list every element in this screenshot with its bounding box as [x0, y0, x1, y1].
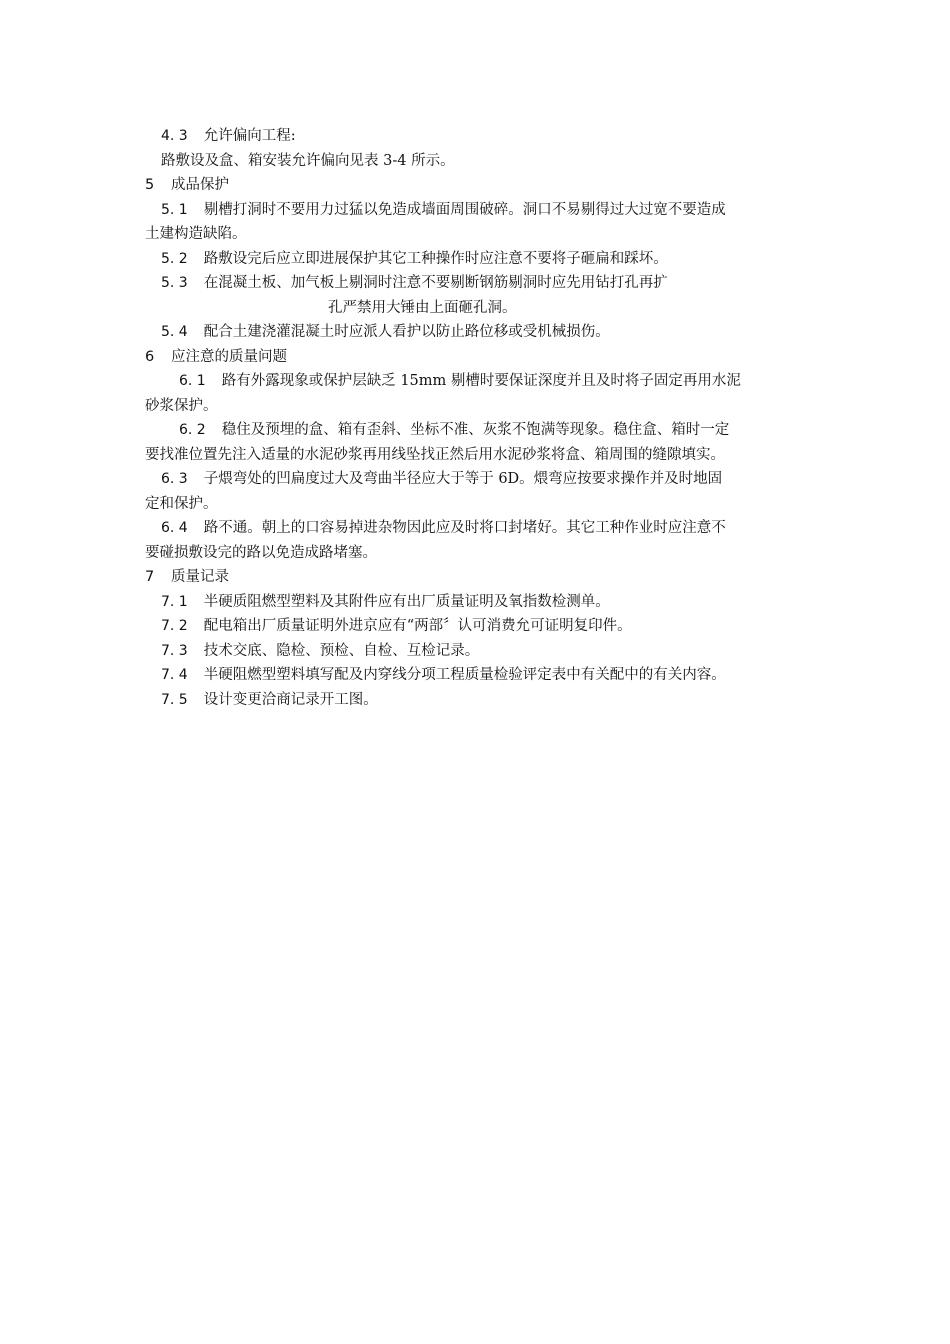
- section-text: 设计变更洽商记录开工图。: [203, 691, 378, 708]
- section-text: 剔槽打洞时不要用力过猛以免造成墙面周围破碎。洞口不易剔得过大过宽不要造成: [203, 201, 726, 218]
- section-continuation: 土建构造缺陷。: [145, 226, 247, 242]
- section-number: 7. 1: [161, 593, 188, 610]
- section-text: 配电箱出厂质量证明外进京应有“两部〞认可消费允可证明复印件。: [203, 618, 632, 634]
- section-text: 路有外露现象或保护层缺乏 15mm 剔槽时要保证深度并且及时将子固定再用水泥: [221, 373, 741, 389]
- heading-text: 应注意的质量问题: [171, 348, 287, 365]
- heading-text: 质量记录: [171, 569, 229, 585]
- section-continuation: 砂浆保护。: [145, 397, 218, 414]
- section-5-4: [145, 320, 809, 345]
- section-number: 7. 5: [161, 691, 188, 708]
- section-7-5: [145, 688, 809, 713]
- heading-number: 5: [145, 177, 155, 193]
- section-number: 4. 3: [161, 128, 188, 144]
- section-text: 在混凝土板、加气板上剔洞时注意不要剔断钢筋剔洞时应先用钻打孔再扩: [203, 275, 668, 291]
- section-text: 技术交底、隐检、预检、自检、互检记录。: [203, 642, 480, 659]
- document-page: [145, 124, 809, 712]
- heading-5: [145, 173, 809, 198]
- section-text: 路不通。朝上的口容易掉进杂物因此应及时将口封堵好。其它工种作业时应注意不: [203, 520, 726, 536]
- heading-7: [145, 565, 809, 590]
- section-6-1: [145, 369, 809, 418]
- section-4-3: [145, 124, 809, 149]
- section-text: 配合土建浇灌混凝土时应派人看护以防止路位移或受机械损伤。: [203, 324, 610, 340]
- section-continuation: 要碰损敷设完的路以免造成路堵塞。: [145, 544, 377, 561]
- section-5-1: [145, 198, 809, 247]
- section-number: 6. 1: [179, 373, 206, 389]
- section-text: 半硬阻燃型塑料填写配及内穿线分项工程质量检验评定表中有关配中的有关内容。: [203, 667, 726, 683]
- section-6-3: [145, 467, 809, 516]
- section-continuation: 要找准位置先注入适量的水泥砂浆再用线坠找正然后用水泥砂浆将盒、箱周围的缝隙填实。: [145, 446, 725, 463]
- section-text: 稳住及预埋的盒、箱有歪斜、坐标不准、灰浆不饱满等现象。稳住盒、箱时一定: [221, 422, 730, 438]
- section-6-2: [145, 418, 809, 467]
- section-4-3-body: 路敷设及盒、箱安装允许偏向见表 3-4 所示。: [161, 152, 455, 169]
- section-6-4: [145, 516, 809, 565]
- section-5-2: [145, 247, 809, 272]
- section-number: 7. 2: [161, 618, 188, 634]
- heading-number: 7: [145, 569, 155, 585]
- section-number: 5. 1: [161, 201, 188, 218]
- section-number: 5. 3: [161, 275, 188, 291]
- section-number: 6. 2: [179, 422, 206, 438]
- section-continuation: 孔严禁用大锤由上面砸孔洞。: [328, 299, 517, 316]
- section-5-3: [145, 271, 809, 320]
- heading-6: [145, 345, 809, 370]
- section-number: 6. 3: [161, 471, 188, 487]
- section-7-1: [145, 590, 809, 615]
- section-7-3: [145, 639, 809, 664]
- section-text: 路敷设完后应立即进展保护其它工种操作时应注意不要将子砸扁和踩坏。: [203, 250, 668, 267]
- section-text: 半硬质阻燃型塑料及其附件应有出厂质量证明及氧指数检测单。: [203, 593, 610, 610]
- section-7-2: [145, 614, 809, 639]
- section-number: 5. 4: [161, 324, 188, 340]
- section-7-4: [145, 663, 809, 688]
- section-number: 7. 3: [161, 642, 188, 659]
- section-number: 6. 4: [161, 520, 188, 536]
- section-number: 7. 4: [161, 667, 188, 683]
- section-number: 5. 2: [161, 250, 188, 267]
- section-text: 允许偏向工程:: [203, 128, 296, 144]
- heading-text: 成品保护: [171, 177, 229, 193]
- heading-number: 6: [145, 348, 155, 365]
- section-text: 子煨弯处的凹扁度过大及弯曲半径应大于等于 6D。煨弯应按要求操作并及时地固: [203, 471, 723, 487]
- section-continuation: 定和保护。: [145, 495, 218, 512]
